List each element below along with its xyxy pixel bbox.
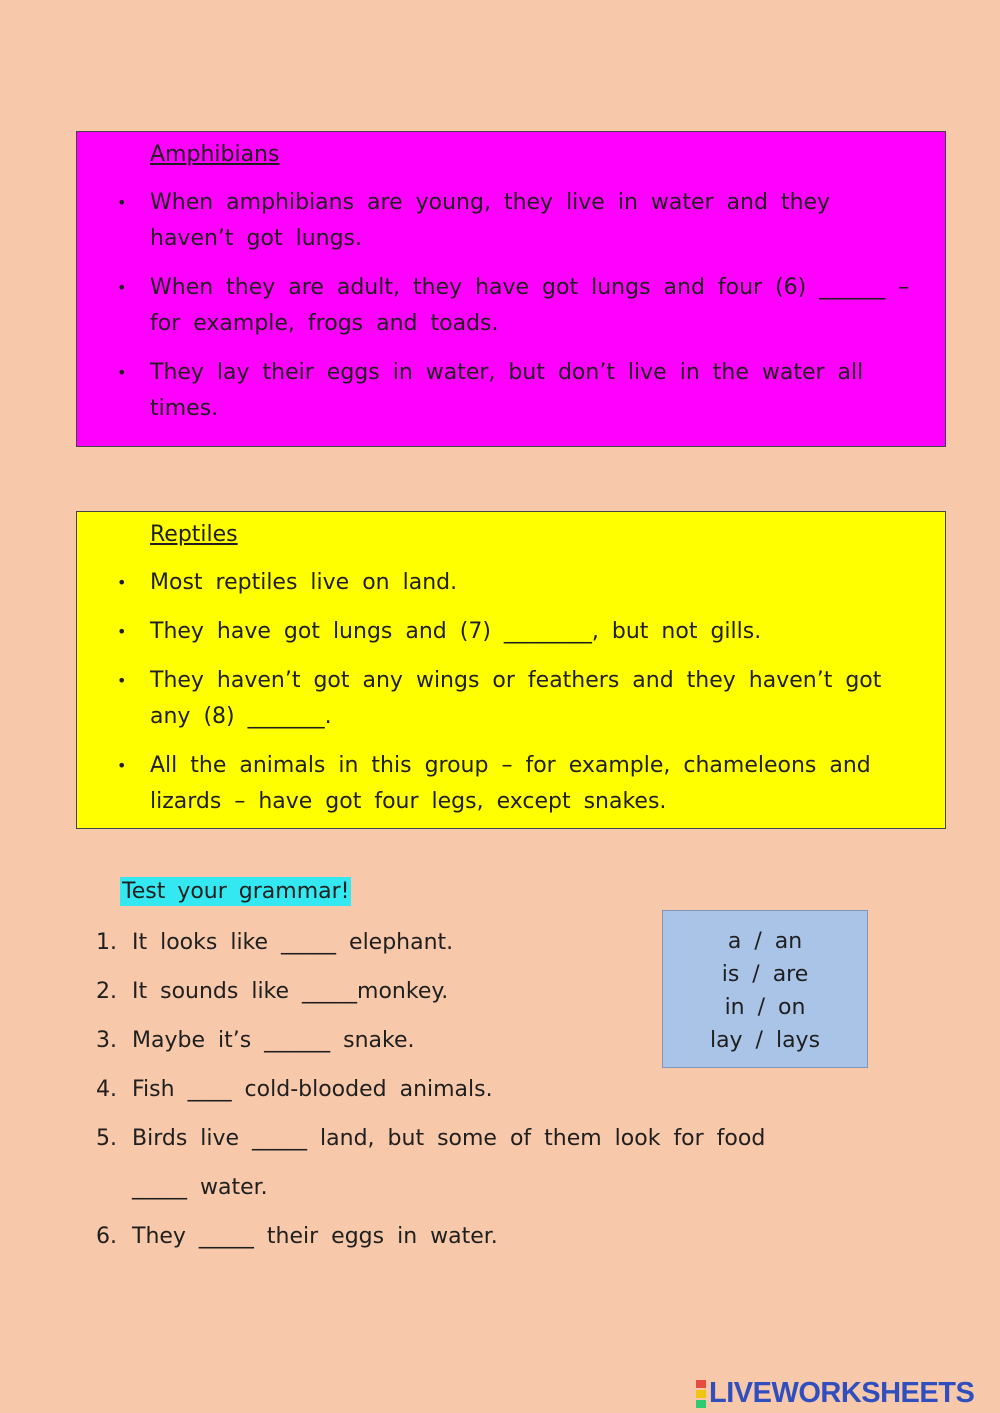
question-text: Maybe it’s ______ snake.: [132, 1028, 415, 1053]
word-options-box: [662, 910, 868, 1068]
question-item: [96, 1121, 816, 1206]
list-item: • When they are adult, they have got lungs and four (6) ______ – for example, frogs and toads.: [117, 270, 925, 342]
logo-icon: [696, 1379, 706, 1409]
word-option: in / on: [724, 995, 806, 1020]
question-item: [96, 1072, 816, 1108]
grammar-title: Test your grammar!: [122, 879, 350, 904]
bullet-icon: •: [117, 622, 127, 641]
reptiles-list: [117, 565, 925, 833]
amphibians-box: [76, 131, 946, 447]
question-text: Fish ____ cold-blooded animals.: [132, 1077, 493, 1102]
question-number: 5.: [96, 1126, 117, 1151]
reptiles-box: [76, 511, 946, 829]
reptiles-title: Reptiles: [150, 522, 238, 547]
word-option: lay / lays: [709, 1028, 821, 1053]
question-number: 1.: [96, 930, 117, 955]
question-number: 4.: [96, 1077, 117, 1102]
question-number: 6.: [96, 1224, 117, 1249]
amphibians-title: Amphibians: [150, 142, 280, 167]
amphibians-list: [117, 185, 925, 440]
question-number: 3.: [96, 1028, 117, 1053]
question-text: Birds live _____ land, but some of them look for food: [132, 1126, 766, 1151]
question-text: It looks like _____ elephant.: [132, 930, 454, 955]
word-option: is / are: [721, 962, 809, 987]
list-item: • They lay their eggs in water, but don’t live in the water all times.: [117, 355, 925, 427]
bullet-icon: •: [117, 278, 127, 297]
list-item: • They have got lungs and (7) ________, but not gills.: [117, 614, 925, 650]
bullet-icon: •: [117, 671, 127, 690]
list-item: • Most reptiles live on land.: [117, 565, 925, 601]
list-item: • When amphibians are young, they live in water and they haven’t got lungs.: [117, 185, 925, 257]
bullet-icon: •: [117, 756, 127, 775]
question-item: [96, 1219, 816, 1255]
bullet-icon: •: [117, 363, 127, 382]
bullet-icon: •: [117, 573, 127, 592]
question-continuation: _____ water.: [132, 1175, 268, 1200]
liveworksheets-logo: [696, 1377, 974, 1410]
question-text: They _____ their eggs in water.: [132, 1224, 498, 1249]
word-option: a / an: [727, 929, 803, 954]
question-text: It sounds like _____monkey.: [132, 979, 449, 1004]
question-number: 2.: [96, 979, 117, 1004]
logo-text: LIVEWORKSHEETS: [709, 1377, 975, 1409]
list-item: • All the animals in this group – for example, chameleons and lizards – have got four legs, except snakes.: [117, 748, 925, 820]
list-item: • They haven’t got any wings or feathers and they haven’t got any (8) _______.: [117, 663, 925, 735]
bullet-icon: •: [117, 193, 127, 212]
